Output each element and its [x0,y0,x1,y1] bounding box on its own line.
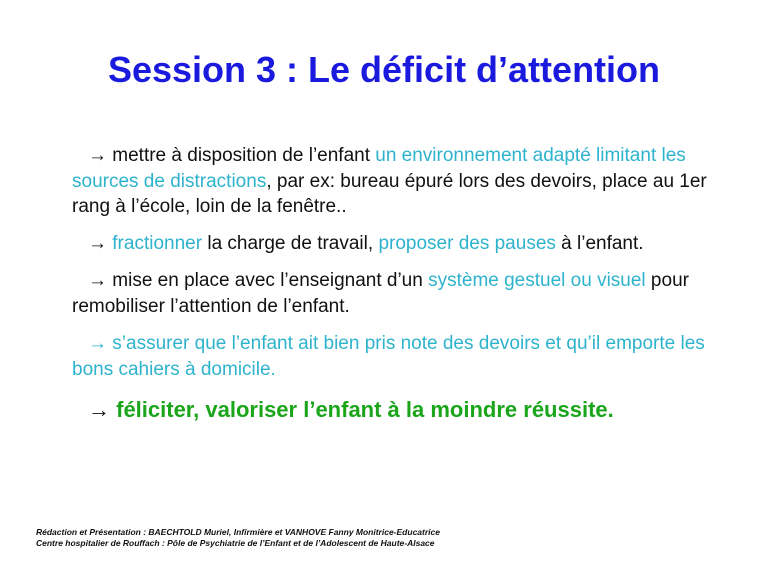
footer-credits [36,527,440,549]
bullet-systeme-gestuel [72,268,742,319]
arrow-icon: → [88,233,107,254]
bullet-text: mise en place avec l’enseignant d’un [107,270,429,291]
bullet-highlight: un environnement adapté limitant les sources de distractions [72,145,686,192]
bullet-text: mettre à disposition de l’enfant [107,145,376,166]
arrow-icon: → [88,270,107,291]
bullet-highlight: système gestuel ou visuel [428,270,646,291]
bullet-text: , par ex: bureau épuré lors des devoirs, place au 1er rang à l’école, loin de la fenêtre.. [72,170,707,217]
bullet-text: pour remobiliser l’attention de l’enfant. [72,270,689,317]
arrow-icon: → [88,333,107,354]
bullet-highlight: proposer des pauses [378,233,556,254]
bullet-text: à l’enfant. [555,233,644,254]
bullet-highlight: fractionner [112,233,203,254]
footer-line: Rédaction et Présentation : BAECHTOLD Muriel, Infirmière et VANHOVE Fanny Monitrice-Educatrice [36,527,440,537]
bullet-feliciter [72,395,742,425]
bullet-text: la charge de travail, [202,233,379,254]
arrow-icon: → [88,397,110,422]
bullet-emphasis: féliciter, valoriser l’enfant à la moindre réussite. [110,397,614,422]
arrow-icon: → [88,145,107,166]
bullet-fractionner [72,231,742,257]
bullet-environment [72,143,742,220]
slide-title: Session 3 : Le déficit d’attention [107,49,661,90]
footer-line: Centre hospitalier de Rouffach : Pôle de Psychiatrie de l’Enfant et de l’Adolescent de Haute-Alsace [36,538,435,548]
bullet-highlight: s’assurer que l’enfant ait bien pris note des devoirs et qu’il emporte les bons cahiers à domicile. [72,333,705,380]
bullet-devoirs [72,331,742,382]
